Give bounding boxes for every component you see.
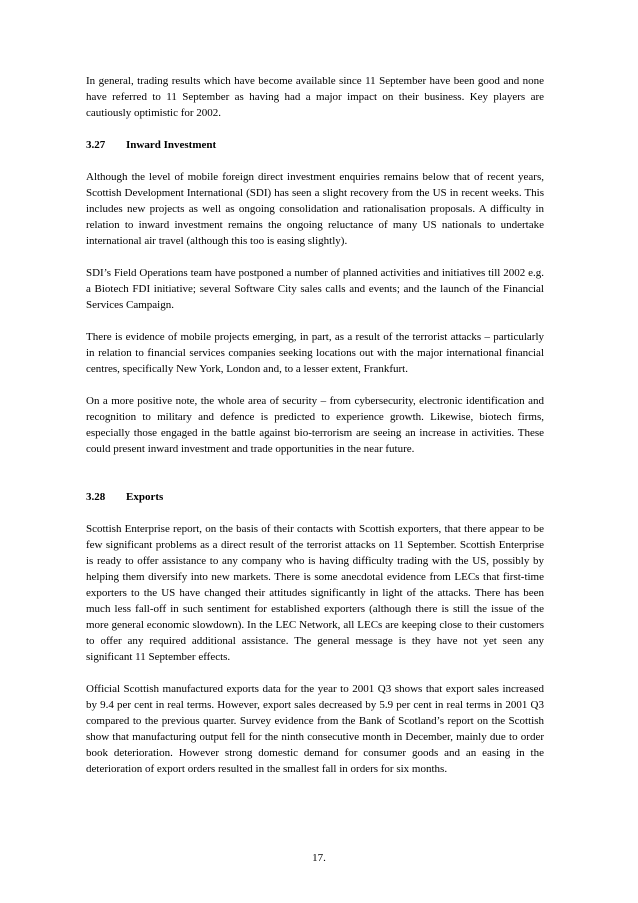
intro-paragraph: In general, trading results which have become available since 11 September have been good and none have referred to 11 September as having had a major impact on their business. Key players are cautiously optimistic for 2002. [86, 75, 544, 119]
document-page [86, 73, 544, 793]
inward-investment-paragraph-1: Although the level of mobile foreign direct investment enquiries remains below that of recent years, Scottish Development International (SDI) has seen a slight recovery from the US in recent weeks. This includes new projects as well as ongoing consolidation and rationalisation proposals. A difficulty in relation to inward investment remains the ongoing reluctance of many US nationals to undertake international air travel (although this too is easing slightly). [86, 171, 544, 247]
inward-investment-paragraph-3: There is evidence of mobile projects emerging, in part, as a result of the terrorist attacks – particularly in relation to financial services companies seeking locations out with the major international financial centres, specifically New York, London and, to a lesser extent, Frankfurt. [86, 331, 544, 375]
section-number: 3.27 [86, 139, 106, 151]
section-number: 3.28 [86, 491, 106, 503]
inward-investment-paragraph-2: SDI’s Field Operations team have postponed a number of planned activities and initiatives till 2002 e.g. a Biotech FDI initiative; several Software City sales calls and events; and the launch of the Financial Services Campaign. [86, 267, 544, 311]
inward-investment-paragraph-4: On a more positive note, the whole area of security – from cybersecurity, electronic identification and recognition to military and defence is predicted to experience growth. Likewise, biotech firms, especially those engaged in the battle against bio-terrorism are seeing an increase in activities. These could present inward investment and trade opportunities in the near future. [86, 395, 544, 455]
exports-paragraph-2: Official Scottish manufactured exports data for the year to 2001 Q3 shows that export sales increased by 9.4 per cent in real terms. However, export sales decreased by 5.9 per cent in real terms in 2001 Q3 compared to the previous quarter. Survey evidence from the Bank of Scotland’s report on the Scottish show that manufacturing output fell for the ninth consecutive month in December, mainly due to order book deterioration. However strong domestic demand for consumer goods and an easing in the deterioration of export orders resulted in the smallest fall in orders for six months. [86, 683, 544, 775]
section-heading-inward-investment [86, 137, 544, 153]
section-heading-exports [86, 489, 544, 505]
page-number: 17. [312, 852, 326, 864]
exports-paragraph-1: Scottish Enterprise report, on the basis of their contacts with Scottish exporters, that there appear to be few significant problems as a direct result of the terrorist attacks on 11 September. Scottish Enterprise is ready to offer assistance to any company who is having difficulty trading with the US, possibly by helping them diversify into new markets. There is some anecdotal evidence from LECs that first-time exporters to the US have changed their attitudes significantly in light of the attacks. There has been much less fall-off in such sentiment for established exporters (although there is still the issue of the more general economic slowdown). In the LEC Network, all LECs are keeping close to their customers to offer any required additional assistance. The general message is they have not yet seen any significant 11 September effects. [86, 523, 544, 663]
section-title: Exports [126, 491, 164, 503]
section-title: Inward Investment [126, 139, 217, 151]
